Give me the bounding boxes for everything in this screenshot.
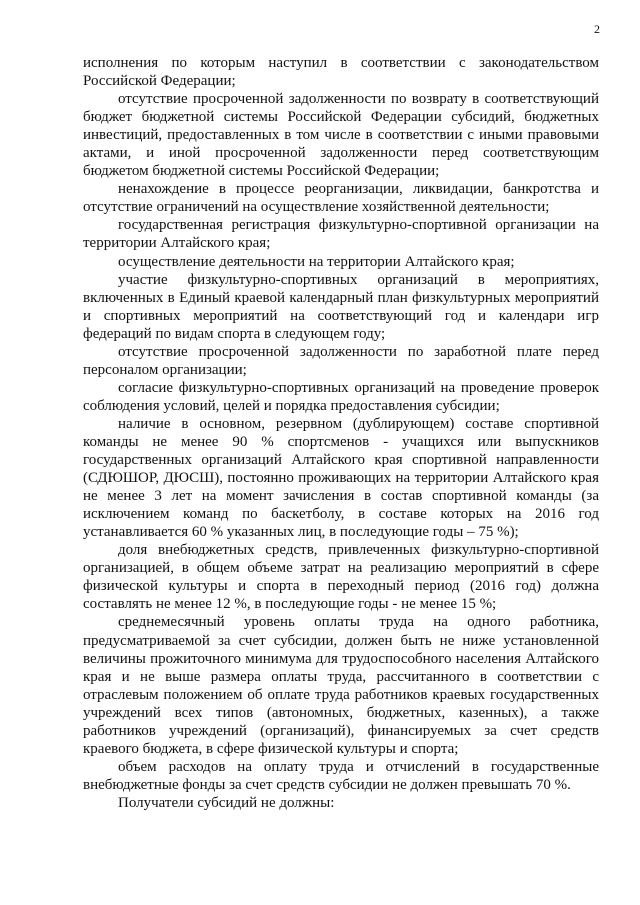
paragraph-activity-territory: осуществление деятельности на территории Алтайского края; [118,253,515,270]
paragraph-extrabudgetary-share: доля внебюджетных средств, привлеченных физкультурно-спортивной организацией, в общем объеме затрат на реализацию мероприятий в сфере физической культуры и спорта в переходный период (2016 год) должна составлять не менее 12 %, в последующие годы - не менее 15 %; [83,542,599,613]
paragraph-consent-inspections: согласие физкультурно-спортивных организаций на проведение проверок соблюдения условий, целей и порядка предоставления субсидии; [83,379,599,414]
paragraph-state-registration: государственная регистрация физкультурно-спортивной организации на территории Алтайского края; [83,217,599,252]
paragraph-continuation: исполнения по которым наступил в соответствии с законодательством Российской Федерации; [83,55,599,90]
paragraph-no-salary-debt: отсутствие просроченной задолженности по заработной плате перед персоналом организации; [83,343,599,378]
paragraph-no-overdue-debt: отсутствие просроченной задолженности по возврату в соответствующий бюджет бюджетной системы Российской Федерации субсидий, бюджетных инвестиций, предоставленных в том числе в соответствии с иными правовыми актами, и иной просроченной задолженности перед соответствующим бюджетом бюджетной системы Российской Федерации; [83,91,599,180]
page-number: 2 [594,22,600,36]
paragraph-recipients-must-not: Получатели субсидий не должны: [118,794,335,811]
paragraph-no-reorganization: ненахождение в процессе реорганизации, ликвидации, банкротства и отсутствие ограничений на осуществление хозяйственной деятельности; [83,181,599,216]
paragraph-labor-costs-limit: объем расходов на оплату труда и отчислений в государственные внебюджетные фонды за счет средств субсидии не должен превышать 70 %. [83,758,599,793]
paragraph-team-composition: наличие в основном, резервном (дублирующем) составе спортивной команды не менее 90 % спортсменов - учащихся или выпускников государственных организаций Алтайского края спортивной направленности (СДЮШОР, ДЮСШ), постоянно проживающих на территории Алтайского края не менее 3 лет на момент зачисления в состав спортивной команды (за исключением команд по баскетболу, в составе которых на 2016 год устанавливается 60 % указанных лиц, в последующие годы – 75 %); [83,415,599,541]
paragraph-event-participation: участие физкультурно-спортивных организаций в мероприятиях, включенных в Единый краевой календарный план физкультурных мероприятий и спортивных мероприятий на соответствующий год и календари игр федераций по видам спорта в следующем году; [83,271,599,342]
document-body [83,54,599,812]
paragraph-average-salary: среднемесячный уровень оплаты труда на одного работника, предусматриваемой за счет субсидии, должен быть не ниже установленной величины прожиточного минимума для трудоспособного населения Алтайского края и не выше размера оплаты труда, рассчитанного в соответствии с отраслевым положением об оплате труда работников краевых государственных учреждений всех типов (автономных, бюджетных, казенных), а также работников учреждений (организаций), финансируемых за счет средств краевого бюджета, в сфере физической культуры и спорта; [83,614,599,757]
